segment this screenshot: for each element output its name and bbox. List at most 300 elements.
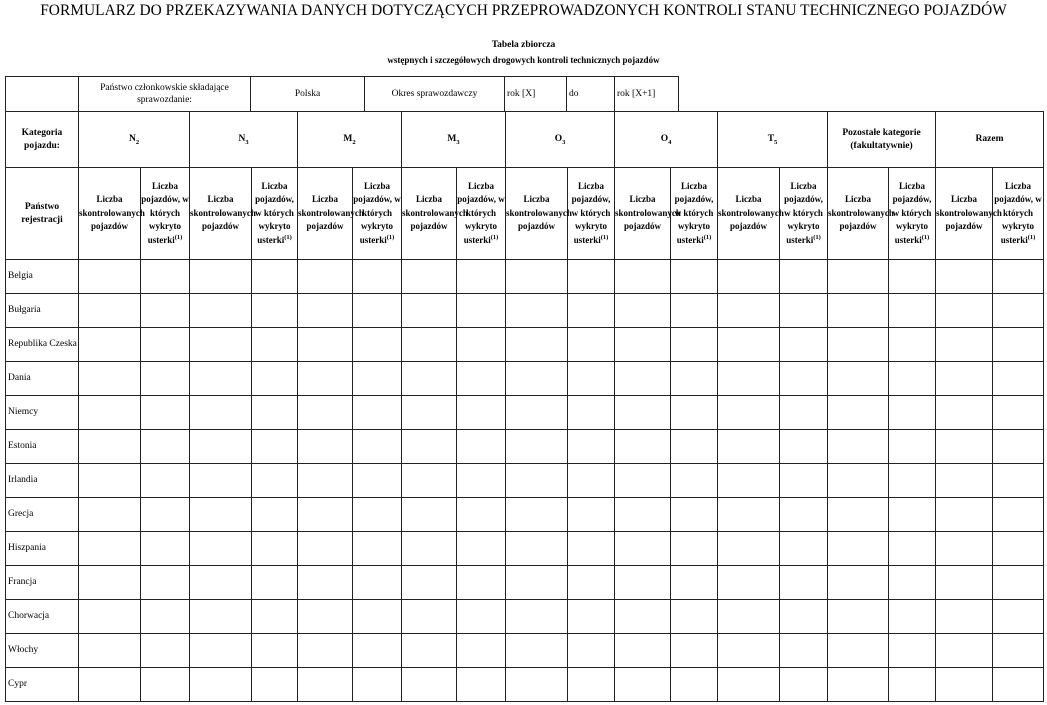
country-name: Dania bbox=[8, 373, 31, 383]
data-cell[interactable] bbox=[828, 600, 889, 634]
data-cell[interactable] bbox=[457, 566, 506, 600]
data-cell[interactable] bbox=[828, 260, 889, 294]
data-cell[interactable] bbox=[718, 464, 780, 498]
data-cell[interactable] bbox=[353, 294, 402, 328]
table-row bbox=[6, 464, 1044, 498]
data-cell[interactable] bbox=[298, 498, 353, 532]
country-name: Hiszpania bbox=[8, 543, 46, 553]
data-cell[interactable] bbox=[936, 464, 993, 498]
checked-vehicles-header bbox=[936, 168, 1002, 260]
data-cell[interactable] bbox=[141, 430, 190, 464]
data-cell[interactable] bbox=[457, 634, 506, 668]
data-cell[interactable] bbox=[457, 464, 506, 498]
checked-vehicles-label: Liczba skontrolowanych pojazdów bbox=[506, 194, 572, 232]
data-cell[interactable] bbox=[141, 634, 190, 668]
data-cell[interactable] bbox=[615, 600, 671, 634]
data-cell[interactable] bbox=[252, 668, 298, 702]
data-cell[interactable] bbox=[936, 498, 993, 532]
data-cell[interactable] bbox=[353, 532, 402, 566]
data-cell[interactable] bbox=[718, 566, 780, 600]
form-title: FORMULARZ DO PRZEKAZYWANIA DANYCH DOTYCZĄCYCH PRZEPROWADZONYCH KONTROLI STANU TECHNICZNEGO POJAZDÓW bbox=[40, 2, 1007, 19]
data-cell[interactable] bbox=[993, 532, 1044, 566]
data-cell[interactable] bbox=[506, 362, 568, 396]
country-name: Chorwacja bbox=[8, 611, 50, 621]
data-cell[interactable] bbox=[252, 294, 298, 328]
data-cell[interactable] bbox=[141, 464, 190, 498]
data-cell[interactable] bbox=[457, 430, 506, 464]
data-cell[interactable] bbox=[889, 600, 936, 634]
data-cell[interactable] bbox=[252, 328, 298, 362]
data-cell[interactable] bbox=[889, 362, 936, 396]
data-cell[interactable] bbox=[190, 294, 252, 328]
data-cell[interactable] bbox=[190, 260, 252, 294]
checked-vehicles-label: Liczba skontrolowanych pojazdów bbox=[190, 194, 256, 232]
table-subtitle: Tabela zbiorcza bbox=[491, 40, 556, 50]
data-cell[interactable] bbox=[718, 430, 780, 464]
data-cell[interactable] bbox=[79, 260, 141, 294]
data-cell[interactable] bbox=[936, 600, 993, 634]
data-cell[interactable] bbox=[252, 498, 298, 532]
data-cell[interactable] bbox=[993, 634, 1044, 668]
data-cell[interactable] bbox=[780, 430, 828, 464]
data-cell[interactable] bbox=[780, 260, 828, 294]
data-cell[interactable] bbox=[615, 498, 671, 532]
data-cell[interactable] bbox=[141, 260, 190, 294]
data-cell[interactable] bbox=[402, 430, 457, 464]
country-label bbox=[6, 566, 79, 600]
data-cell[interactable] bbox=[353, 328, 402, 362]
data-cell[interactable] bbox=[190, 396, 252, 430]
data-cell[interactable] bbox=[506, 328, 568, 362]
data-cell[interactable] bbox=[718, 362, 780, 396]
data-cell[interactable] bbox=[889, 634, 936, 668]
data-cell[interactable] bbox=[298, 430, 353, 464]
category-name: M bbox=[343, 134, 353, 145]
data-cell[interactable] bbox=[780, 294, 828, 328]
data-cell[interactable] bbox=[993, 464, 1044, 498]
data-cell[interactable] bbox=[506, 668, 568, 702]
data-cell[interactable] bbox=[298, 396, 353, 430]
data-cell[interactable] bbox=[568, 464, 615, 498]
data-cell[interactable] bbox=[506, 532, 568, 566]
data-cell[interactable] bbox=[568, 430, 615, 464]
data-cell[interactable] bbox=[671, 634, 718, 668]
data-cell[interactable] bbox=[79, 294, 141, 328]
data-cell[interactable] bbox=[828, 294, 889, 328]
data-cell[interactable] bbox=[780, 532, 828, 566]
data-cell[interactable] bbox=[252, 396, 298, 430]
data-cell[interactable] bbox=[828, 566, 889, 600]
defects-vehicles-header bbox=[889, 168, 936, 260]
data-cell[interactable] bbox=[298, 566, 353, 600]
data-cell[interactable] bbox=[615, 430, 671, 464]
data-cell[interactable] bbox=[568, 600, 615, 634]
data-cell[interactable] bbox=[568, 532, 615, 566]
data-cell[interactable] bbox=[718, 260, 780, 294]
table-row bbox=[6, 430, 1044, 464]
data-cell[interactable] bbox=[252, 600, 298, 634]
data-cell[interactable] bbox=[671, 566, 718, 600]
data-cell[interactable] bbox=[889, 260, 936, 294]
category-subscript: 4 bbox=[668, 139, 672, 147]
data-cell[interactable] bbox=[402, 362, 457, 396]
data-cell[interactable] bbox=[993, 328, 1044, 362]
data-cell[interactable] bbox=[79, 600, 141, 634]
data-cell[interactable] bbox=[828, 464, 889, 498]
country-label bbox=[6, 396, 79, 430]
data-cell[interactable] bbox=[889, 396, 936, 430]
registration-header bbox=[6, 168, 79, 260]
data-cell[interactable] bbox=[79, 362, 141, 396]
data-cell[interactable] bbox=[615, 464, 671, 498]
data-cell[interactable] bbox=[936, 532, 993, 566]
data-cell[interactable] bbox=[402, 260, 457, 294]
data-cell[interactable] bbox=[79, 328, 141, 362]
data-cell[interactable] bbox=[190, 464, 252, 498]
data-cell[interactable] bbox=[718, 294, 780, 328]
checked-vehicles-label: Liczba skontrolowanych pojazdów bbox=[615, 194, 681, 232]
data-cell[interactable] bbox=[889, 464, 936, 498]
data-cell[interactable] bbox=[252, 362, 298, 396]
category-col-header bbox=[936, 112, 1044, 168]
data-cell[interactable] bbox=[457, 260, 506, 294]
data-cell[interactable] bbox=[780, 634, 828, 668]
data-cell[interactable] bbox=[506, 566, 568, 600]
data-cell[interactable] bbox=[141, 668, 190, 702]
data-cell[interactable] bbox=[780, 464, 828, 498]
category-col-header bbox=[79, 112, 190, 168]
data-cell[interactable] bbox=[936, 396, 993, 430]
data-cell[interactable] bbox=[889, 498, 936, 532]
country-label bbox=[6, 600, 79, 634]
data-cell[interactable] bbox=[353, 498, 402, 532]
data-cell[interactable] bbox=[568, 260, 615, 294]
data-cell[interactable] bbox=[936, 328, 993, 362]
country-label bbox=[6, 532, 79, 566]
data-cell[interactable] bbox=[402, 498, 457, 532]
data-cell[interactable] bbox=[402, 600, 457, 634]
table-row bbox=[6, 600, 1044, 634]
data-cell[interactable] bbox=[828, 328, 889, 362]
data-cell[interactable] bbox=[671, 668, 718, 702]
data-cell[interactable] bbox=[780, 362, 828, 396]
country-name: Grecja bbox=[8, 509, 34, 519]
country-label bbox=[6, 498, 79, 532]
data-cell[interactable] bbox=[568, 566, 615, 600]
table-row bbox=[6, 532, 1044, 566]
data-cell[interactable] bbox=[568, 498, 615, 532]
data-cell[interactable] bbox=[506, 294, 568, 328]
data-cell[interactable] bbox=[402, 396, 457, 430]
data-cell[interactable] bbox=[79, 498, 141, 532]
data-cell[interactable] bbox=[671, 294, 718, 328]
data-cell[interactable] bbox=[936, 634, 993, 668]
data-cell[interactable] bbox=[828, 532, 889, 566]
category-header bbox=[6, 112, 79, 168]
checked-vehicles-header bbox=[828, 168, 894, 260]
category-col-header bbox=[718, 112, 828, 168]
checked-vehicles-label: Liczba skontrolowanych pojazdów bbox=[402, 194, 468, 232]
data-cell[interactable] bbox=[568, 328, 615, 362]
data-cell[interactable] bbox=[936, 260, 993, 294]
data-cell[interactable] bbox=[252, 464, 298, 498]
data-cell[interactable] bbox=[141, 566, 190, 600]
data-cell[interactable] bbox=[298, 464, 353, 498]
data-cell[interactable] bbox=[506, 396, 568, 430]
table-row bbox=[6, 328, 1044, 362]
category-name: N bbox=[238, 134, 246, 145]
data-cell[interactable] bbox=[671, 498, 718, 532]
data-cell[interactable] bbox=[457, 668, 506, 702]
data-cell[interactable] bbox=[671, 328, 718, 362]
data-cell[interactable] bbox=[252, 430, 298, 464]
data-cell[interactable] bbox=[780, 396, 828, 430]
data-cell[interactable] bbox=[780, 328, 828, 362]
data-cell[interactable] bbox=[298, 600, 353, 634]
data-cell[interactable] bbox=[828, 634, 889, 668]
data-cell[interactable] bbox=[457, 362, 506, 396]
country-name: Estonia bbox=[8, 441, 37, 451]
defects-vehicles-label: Liczba pojazdów, w których wykryto usterki bbox=[141, 180, 189, 245]
data-cell[interactable] bbox=[79, 430, 141, 464]
data-cell[interactable] bbox=[353, 396, 402, 430]
data-cell[interactable] bbox=[568, 362, 615, 396]
data-cell[interactable] bbox=[718, 396, 780, 430]
data-cell[interactable] bbox=[457, 600, 506, 634]
data-cell[interactable] bbox=[568, 294, 615, 328]
data-cell[interactable] bbox=[828, 396, 889, 430]
year-to: rok [X+1] bbox=[615, 77, 679, 112]
member-state-label: Państwo członkowskie składające sprawozdanie: bbox=[79, 77, 251, 112]
table-description: wstępnych i szczegółowych drogowych kontroli technicznych pojazdów bbox=[387, 55, 660, 65]
data-cell[interactable] bbox=[889, 668, 936, 702]
data-cell[interactable] bbox=[889, 294, 936, 328]
category-name: Razem bbox=[975, 134, 1004, 145]
data-cell[interactable] bbox=[190, 328, 252, 362]
data-cell[interactable] bbox=[615, 668, 671, 702]
data-cell[interactable] bbox=[79, 566, 141, 600]
data-cell[interactable] bbox=[402, 464, 457, 498]
category-col-header bbox=[828, 112, 936, 168]
data-cell[interactable] bbox=[79, 668, 141, 702]
data-cell[interactable] bbox=[615, 532, 671, 566]
data-cell[interactable] bbox=[190, 498, 252, 532]
data-cell[interactable] bbox=[79, 532, 141, 566]
country-name: Belgia bbox=[8, 271, 33, 281]
category-name: O bbox=[660, 134, 669, 145]
data-cell[interactable] bbox=[615, 328, 671, 362]
data-cell[interactable] bbox=[190, 430, 252, 464]
data-cell[interactable] bbox=[457, 498, 506, 532]
data-cell[interactable] bbox=[993, 362, 1044, 396]
defects-vehicles-label: Liczba pojazdów, w których wykryto usterki bbox=[353, 180, 401, 245]
data-cell[interactable] bbox=[780, 600, 828, 634]
data-cell[interactable] bbox=[568, 668, 615, 702]
data-cell[interactable] bbox=[780, 668, 828, 702]
data-cell[interactable] bbox=[141, 294, 190, 328]
data-cell[interactable] bbox=[718, 600, 780, 634]
data-cell[interactable] bbox=[936, 294, 993, 328]
checked-vehicles-label: Liczba skontrolowanych pojazdów bbox=[79, 194, 145, 232]
data-cell[interactable] bbox=[671, 600, 718, 634]
data-cell[interactable] bbox=[353, 600, 402, 634]
footnote-marker: (1) bbox=[813, 233, 821, 241]
data-cell[interactable] bbox=[828, 362, 889, 396]
data-cell[interactable] bbox=[671, 464, 718, 498]
data-cell[interactable] bbox=[190, 362, 252, 396]
category-col-header bbox=[402, 112, 506, 168]
data-cell[interactable] bbox=[671, 260, 718, 294]
category-name: M bbox=[447, 134, 457, 145]
category-name: Pozostałe kategorie (fakultatywnie) bbox=[842, 128, 921, 151]
data-cell[interactable] bbox=[190, 600, 252, 634]
data-cell[interactable] bbox=[141, 328, 190, 362]
data-cell[interactable] bbox=[141, 362, 190, 396]
data-cell[interactable] bbox=[889, 532, 936, 566]
data-cell[interactable] bbox=[828, 498, 889, 532]
data-cell[interactable] bbox=[506, 634, 568, 668]
footnote-marker: (1) bbox=[490, 233, 499, 241]
data-cell[interactable] bbox=[993, 498, 1044, 532]
data-cell[interactable] bbox=[889, 328, 936, 362]
data-cell[interactable] bbox=[298, 260, 353, 294]
defects-vehicles-label: Liczba pojazdów, w których wykryto usterki bbox=[457, 180, 505, 245]
country-name: Francja bbox=[8, 577, 37, 587]
data-cell[interactable] bbox=[353, 668, 402, 702]
data-cell[interactable] bbox=[353, 260, 402, 294]
data-cell[interactable] bbox=[252, 260, 298, 294]
data-cell[interactable] bbox=[780, 498, 828, 532]
data-cell[interactable] bbox=[141, 396, 190, 430]
data-cell[interactable] bbox=[506, 464, 568, 498]
data-cell[interactable] bbox=[993, 566, 1044, 600]
data-cell[interactable] bbox=[353, 566, 402, 600]
data-cell[interactable] bbox=[936, 668, 993, 702]
data-cell[interactable] bbox=[353, 634, 402, 668]
data-cell[interactable] bbox=[79, 464, 141, 498]
data-cell[interactable] bbox=[298, 634, 353, 668]
data-cell[interactable] bbox=[993, 294, 1044, 328]
data-cell[interactable] bbox=[889, 566, 936, 600]
data-cell[interactable] bbox=[671, 396, 718, 430]
data-cell[interactable] bbox=[298, 328, 353, 362]
data-cell[interactable] bbox=[298, 362, 353, 396]
data-cell[interactable] bbox=[936, 566, 993, 600]
data-cell[interactable] bbox=[993, 430, 1044, 464]
data-cell[interactable] bbox=[615, 294, 671, 328]
data-cell[interactable] bbox=[402, 566, 457, 600]
data-cell[interactable] bbox=[993, 600, 1044, 634]
data-cell[interactable] bbox=[353, 430, 402, 464]
data-cell[interactable] bbox=[252, 532, 298, 566]
checked-vehicles-header bbox=[190, 168, 256, 260]
defects-vehicles-label: Liczba pojazdów, w których wykryto usterki bbox=[674, 180, 714, 245]
data-cell[interactable] bbox=[671, 532, 718, 566]
data-cell[interactable] bbox=[79, 396, 141, 430]
data-cell[interactable] bbox=[889, 430, 936, 464]
data-cell[interactable] bbox=[457, 532, 506, 566]
data-cell[interactable] bbox=[506, 600, 568, 634]
data-cell[interactable] bbox=[671, 362, 718, 396]
data-cell[interactable] bbox=[718, 498, 780, 532]
data-cell[interactable] bbox=[79, 634, 141, 668]
country-label bbox=[6, 260, 79, 294]
data-cell[interactable] bbox=[718, 532, 780, 566]
data-cell[interactable] bbox=[718, 634, 780, 668]
defects-vehicles-label: Liczba pojazdów, w których wykryto usterki bbox=[784, 180, 823, 245]
data-cell[interactable] bbox=[141, 600, 190, 634]
data-cell[interactable] bbox=[506, 498, 568, 532]
data-cell[interactable] bbox=[993, 668, 1044, 702]
data-cell[interactable] bbox=[615, 396, 671, 430]
data-cell[interactable] bbox=[298, 294, 353, 328]
checked-vehicles-label: Liczba skontrolowanych pojazdów bbox=[936, 194, 1002, 232]
data-cell[interactable] bbox=[506, 260, 568, 294]
data-cell[interactable] bbox=[615, 566, 671, 600]
to-label: do bbox=[567, 77, 615, 112]
data-cell[interactable] bbox=[568, 396, 615, 430]
category-subscript: 2 bbox=[135, 139, 140, 147]
country-name: Irlandia bbox=[8, 475, 38, 485]
checked-vehicles-header bbox=[79, 168, 145, 260]
data-cell[interactable] bbox=[718, 668, 780, 702]
data-cell[interactable] bbox=[718, 328, 780, 362]
data-cell[interactable] bbox=[993, 396, 1044, 430]
data-cell[interactable] bbox=[993, 260, 1044, 294]
footnote-marker: (1) bbox=[284, 233, 292, 241]
data-cell[interactable] bbox=[506, 430, 568, 464]
data-cell[interactable] bbox=[936, 430, 993, 464]
data-cell[interactable] bbox=[457, 294, 506, 328]
data-cell[interactable] bbox=[353, 464, 402, 498]
data-cell[interactable] bbox=[190, 532, 252, 566]
data-cell[interactable] bbox=[457, 328, 506, 362]
category-subscript: 3 bbox=[562, 139, 566, 147]
data-cell[interactable] bbox=[615, 634, 671, 668]
category-subscript: 3 bbox=[456, 139, 460, 147]
data-cell[interactable] bbox=[141, 532, 190, 566]
data-cell[interactable] bbox=[457, 396, 506, 430]
data-cell[interactable] bbox=[671, 430, 718, 464]
data-cell[interactable] bbox=[298, 668, 353, 702]
data-cell[interactable] bbox=[402, 328, 457, 362]
defects-vehicles-header bbox=[252, 168, 298, 260]
data-cell[interactable] bbox=[190, 634, 252, 668]
data-cell[interactable] bbox=[402, 532, 457, 566]
data-cell[interactable] bbox=[402, 634, 457, 668]
data-cell[interactable] bbox=[828, 430, 889, 464]
data-cell[interactable] bbox=[780, 566, 828, 600]
data-cell[interactable] bbox=[298, 532, 353, 566]
data-cell[interactable] bbox=[828, 668, 889, 702]
defects-vehicles-header bbox=[671, 168, 718, 260]
data-cell[interactable] bbox=[936, 362, 993, 396]
data-cell[interactable] bbox=[190, 668, 252, 702]
data-cell[interactable] bbox=[568, 634, 615, 668]
data-cell[interactable] bbox=[252, 634, 298, 668]
data-cell[interactable] bbox=[615, 260, 671, 294]
data-cell[interactable] bbox=[252, 566, 298, 600]
footnote-marker: (1) bbox=[600, 233, 609, 241]
data-cell[interactable] bbox=[190, 566, 252, 600]
country-label bbox=[6, 464, 79, 498]
data-cell[interactable] bbox=[402, 294, 457, 328]
defects-vehicles-label: Liczba pojazdów, w których wykryto usterki bbox=[571, 180, 611, 245]
data-cell[interactable] bbox=[402, 668, 457, 702]
data-cell[interactable] bbox=[353, 362, 402, 396]
data-cell[interactable] bbox=[615, 362, 671, 396]
data-cell[interactable] bbox=[141, 498, 190, 532]
